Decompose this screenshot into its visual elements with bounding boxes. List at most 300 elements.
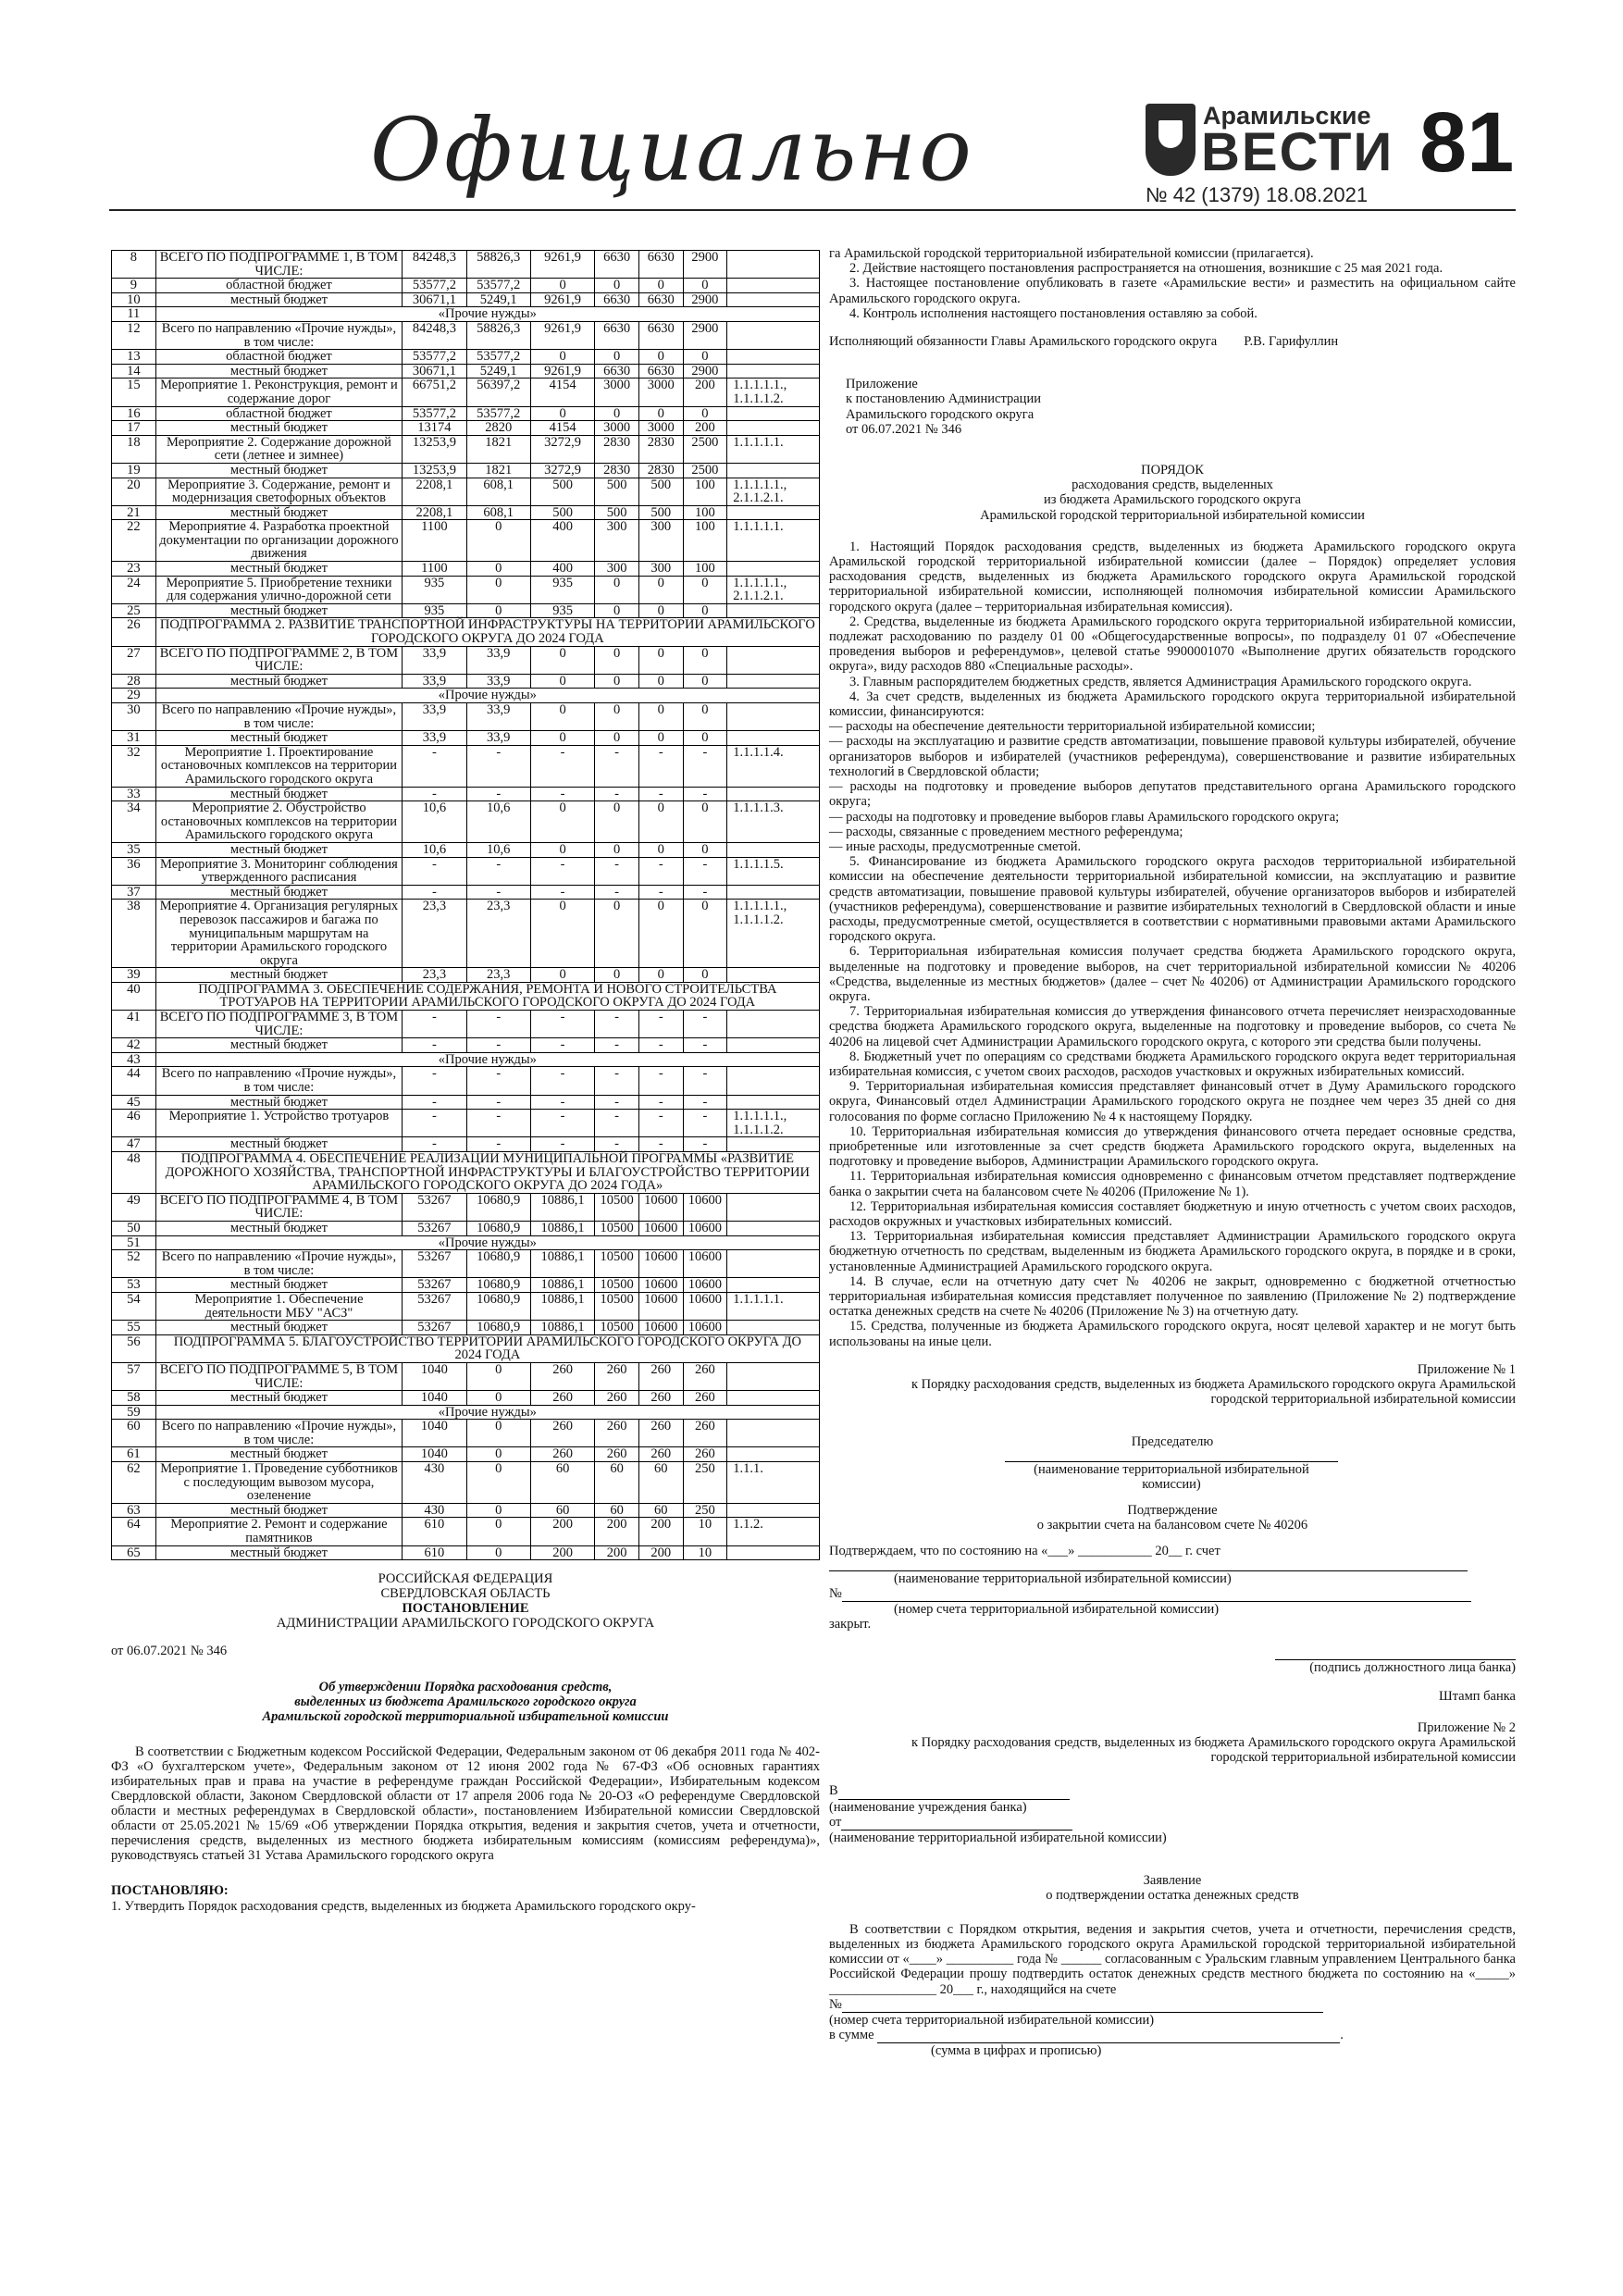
row-number: 47	[112, 1137, 156, 1152]
value-cell: -	[466, 1011, 530, 1038]
value-cell: 0	[530, 968, 594, 983]
order-item-10: 10. Территориальная избирательная комиссия до утверждения финансового отчета передает основные средства, приобретенные или изготовленные за счет средств бюджета Арамильского городского округа, выделенных на подготовку и проведение выборов, Администрации Арамильского городского округа.	[829, 1123, 1516, 1170]
value-cell: -	[595, 1137, 639, 1152]
value-cell: -	[638, 1095, 683, 1110]
table-row	[112, 505, 820, 520]
target-indicator-cell: 1.1.1.	[727, 1462, 820, 1504]
decree-item-1: 1. Утвердить Порядок расходования средств, выделенных из бюджета Арамильского городского окру-	[111, 1899, 696, 1915]
item-name-cell: Мероприятие 1. Проведение субботников с последующим вывозом мусора, озеленение	[155, 1462, 403, 1504]
item-name-cell: местный бюджет	[155, 421, 403, 436]
value-cell: 0	[466, 1391, 530, 1406]
target-indicator-cell	[727, 321, 820, 349]
value-cell: 10600	[683, 1321, 727, 1335]
value-cell: 3000	[638, 421, 683, 436]
value-cell: 0	[466, 562, 530, 577]
decree-title-line: Об утверждении Порядка расходования средств,	[318, 1680, 613, 1695]
value-cell: 10	[683, 1518, 727, 1545]
order-title-line: ПОРЯДОК	[1141, 463, 1204, 478]
annex-2-sum: в сумме .	[829, 2028, 1344, 2043]
value-cell: 23,3	[466, 900, 530, 968]
value-cell: 0	[638, 731, 683, 746]
value-cell: 0	[683, 731, 727, 746]
blank-line	[829, 1559, 1468, 1571]
target-indicator-cell: 1.1.1.1.5.	[727, 857, 820, 885]
row-number: 31	[112, 731, 156, 746]
table-row	[112, 1193, 820, 1221]
value-cell: 10	[683, 1545, 727, 1560]
item-name-cell: местный бюджет	[155, 1137, 403, 1152]
value-cell: 6630	[595, 321, 639, 349]
value-cell: 0	[530, 406, 594, 421]
item-name-cell: местный бюджет	[155, 731, 403, 746]
value-cell: 0	[683, 968, 727, 983]
order-item-5: 5. Финансирование из бюджета Арамильского городского округа расходов территориальной избирательной комиссии на обеспечение деятельности территориальной избирательной комиссии, на эксплуатацию и развитие средств автоматизации, повышение правовой культуры избирателей, обучение организаторов выборов и избирателей (участников референдума), совершенствование и развитие избирательных технологий в Свердловской области и иные расходы, предусмотренные сметой, осуществляется в соответствии с нормативными правовыми актами Арамильского городского округа.	[829, 854, 1516, 945]
table-row	[112, 885, 820, 900]
annex-1-number	[829, 1586, 1516, 1602]
row-number: 22	[112, 520, 156, 562]
item-name-cell: местный бюджет	[155, 1095, 403, 1110]
order-item-2: 2. Средства, выделенные из бюджета Арамильского городского округа территориальной избирательной комиссии, подлежат расходованию по разделу 01 00 «Общегосударственные вопросы», по подразделу 01 07 «Обеспечение проведения выборов и референдумов», целевой статье 9900001070 «Выполнение других обязательств городского округа», виду расходов 880 «Специальные расходы».	[829, 614, 1516, 675]
decree-item-4: 4. Контроль исполнения настоящего постановления оставляю за собой.	[849, 305, 1258, 321]
value-cell: 10,6	[466, 801, 530, 843]
item-name-cell: ВСЕГО ПО ПОДПРОГРАММЕ 2, В ТОМ ЧИСЛЕ:	[155, 646, 403, 674]
row-number: 18	[112, 435, 156, 463]
value-cell: 33,9	[403, 646, 466, 674]
value-cell: 6630	[638, 364, 683, 379]
row-number: 48	[112, 1152, 156, 1194]
row-number: 42	[112, 1038, 156, 1053]
value-cell: 260	[530, 1447, 594, 1462]
value-cell: 0	[530, 842, 594, 857]
value-cell: 0	[466, 1503, 530, 1518]
order-item-7: 7. Территориальная избирательная комиссия до утверждения финансового отчета перечисляет неизрасходованные средства бюджета Арамильского городского округа, выделенные на подготовку и проведение выборов, со счета № 40206 на лицевой счет Администрации Арамильского городского округа, с которого эти средства были получены.	[829, 1004, 1516, 1049]
value-cell: 260	[530, 1420, 594, 1447]
target-indicator-cell: 1.1.1.1.1., 1.1.1.1.2.	[727, 900, 820, 968]
value-cell: 0	[530, 646, 594, 674]
value-cell: 0	[530, 801, 594, 843]
value-cell: -	[595, 1011, 639, 1038]
row-number: 19	[112, 463, 156, 478]
row-number: 33	[112, 787, 156, 801]
value-cell: 430	[403, 1503, 466, 1518]
value-cell: 10,6	[403, 842, 466, 857]
row-number: 20	[112, 478, 156, 505]
table-row	[112, 562, 820, 577]
value-cell: 0	[638, 968, 683, 983]
table-row	[112, 982, 820, 1010]
value-cell: 260	[638, 1420, 683, 1447]
value-cell: 84248,3	[403, 321, 466, 349]
order-item-9: 9. Территориальная избирательная комиссия представляет финансовый отчет в Думу Арамильского городского округа, Финансовый отдел Администрации Арамильского городского округа не позднее чем через 35 дней со дня голосования по форме согласно Приложению № 4 к настоящему Порядку.	[829, 1079, 1516, 1124]
item-name-cell: ВСЕГО ПО ПОДПРОГРАММЕ 1, В ТОМ ЧИСЛЕ:	[155, 251, 403, 279]
value-cell: 53267	[403, 1221, 466, 1235]
table-row	[112, 1391, 820, 1406]
target-indicator-cell	[727, 406, 820, 421]
value-cell: 53577,2	[466, 350, 530, 365]
value-cell: -	[683, 1067, 727, 1095]
value-cell: 0	[530, 279, 594, 293]
value-cell: 0	[595, 842, 639, 857]
decree-signature: Исполняющий обязанности Главы Арамильского городского округа Р.В. Гарифуллин	[829, 334, 1339, 350]
table-row	[112, 364, 820, 379]
annex-1-tik-name: (наименование территориальной избирательной комиссии)	[1005, 1461, 1338, 1492]
value-cell: -	[638, 1137, 683, 1152]
row-number: 50	[112, 1221, 156, 1235]
value-cell: -	[403, 885, 466, 900]
value-cell: 2208,1	[403, 478, 466, 505]
value-cell: 0	[595, 406, 639, 421]
annex-2-title: Приложение № 2	[1417, 1719, 1516, 1735]
value-cell: 33,9	[403, 703, 466, 731]
item-name-cell: местный бюджет	[155, 1391, 403, 1406]
value-cell: 3272,9	[530, 435, 594, 463]
row-number: 26	[112, 618, 156, 646]
annex-1-title: Приложение № 1	[1417, 1361, 1516, 1377]
value-cell: 260	[530, 1362, 594, 1390]
value-cell: 4154	[530, 421, 594, 436]
value-cell: 10600	[683, 1221, 727, 1235]
table-row	[112, 1518, 820, 1545]
right-column	[829, 246, 1516, 2059]
item-name-cell: местный бюджет	[155, 292, 403, 307]
value-cell: 4154	[530, 379, 594, 406]
decree-resolve: ПОСТАНОВЛЯЮ:	[111, 1883, 229, 1899]
value-cell: 0	[638, 603, 683, 618]
value-cell: 250	[683, 1503, 727, 1518]
value-cell: 1821	[466, 463, 530, 478]
value-cell: -	[595, 1067, 639, 1095]
value-cell: -	[466, 885, 530, 900]
value-cell: 23,3	[403, 968, 466, 983]
value-cell: 33,9	[466, 646, 530, 674]
decree-title-line: Арамильской городской территориальной избирательной комиссии	[262, 1709, 669, 1725]
value-cell: -	[683, 1110, 727, 1137]
row-number: 29	[112, 689, 156, 703]
value-cell: 0	[466, 1447, 530, 1462]
annex-2-statement-subtitle: о подтверждении остатка денежных средств	[1046, 1888, 1299, 1904]
table-row	[112, 674, 820, 689]
value-cell: 0	[595, 900, 639, 968]
value-cell: 53267	[403, 1321, 466, 1335]
value-cell: 300	[595, 562, 639, 577]
value-cell: -	[638, 745, 683, 787]
value-cell: -	[530, 745, 594, 787]
value-cell: 935	[403, 603, 466, 618]
value-cell: 0	[595, 279, 639, 293]
item-name-cell: местный бюджет	[155, 1038, 403, 1053]
row-number: 44	[112, 1067, 156, 1095]
table-row	[112, 1405, 820, 1420]
table-row	[112, 1334, 820, 1362]
value-cell: 0	[683, 350, 727, 365]
value-cell: -	[683, 745, 727, 787]
annex-1-bank-signature: (подпись должностного лица банка)	[1309, 1660, 1516, 1676]
appendix-line: от 06.07.2021 № 346	[846, 421, 962, 437]
coat-of-arms-icon	[1146, 104, 1196, 176]
value-cell: 10680,9	[466, 1292, 530, 1320]
table-row	[112, 463, 820, 478]
value-cell: 60	[595, 1462, 639, 1504]
annex-2-statement-title: Заявление	[1143, 1873, 1202, 1889]
value-cell: -	[530, 885, 594, 900]
value-cell: 10886,1	[530, 1250, 594, 1278]
table-row	[112, 279, 820, 293]
value-cell: -	[530, 1095, 594, 1110]
value-cell: 3000	[595, 379, 639, 406]
value-cell: 5249,1	[466, 364, 530, 379]
order-item-4c: — расходы на подготовку и проведение выборов депутатов представительного органа Арамильского городского округа;	[829, 779, 1516, 810]
item-name-cell: Мероприятие 1. Обеспечение деятельности МБУ "АСЗ"	[155, 1292, 403, 1320]
appendix-line: к постановлению Администрации	[846, 391, 1041, 407]
annex-2-bank-name: (наименование учреждения банка)	[829, 1799, 1027, 1815]
item-name-cell: местный бюджет	[155, 505, 403, 520]
value-cell: 100	[683, 478, 727, 505]
item-name-cell: местный бюджет	[155, 562, 403, 577]
value-cell: 53577,2	[466, 279, 530, 293]
value-cell: 13174	[403, 421, 466, 436]
target-indicator-cell: 1.1.1.1.1., 2.1.1.2.1.	[727, 576, 820, 603]
value-cell: 0	[466, 1518, 530, 1545]
value-cell: 935	[403, 576, 466, 603]
value-cell: 6630	[595, 364, 639, 379]
value-cell: -	[530, 1011, 594, 1038]
annex-2-number	[829, 1997, 1516, 2013]
value-cell: 2900	[683, 251, 727, 279]
table-row	[112, 603, 820, 618]
value-cell: 1040	[403, 1420, 466, 1447]
order-item-4: 4. За счет средств, выделенных из бюджета Арамильского городского округа территориальной избирательной комиссии, финансируются:	[829, 689, 1516, 720]
value-cell: 60	[530, 1462, 594, 1504]
value-cell: 10500	[595, 1221, 639, 1235]
table-row	[112, 1278, 820, 1293]
target-indicator-cell	[727, 1038, 820, 1053]
blank-line	[842, 1997, 1323, 2013]
value-cell: -	[683, 1038, 727, 1053]
item-name-cell: Всего по направлению «Прочие нужды», в том числе:	[155, 1250, 403, 1278]
value-cell: 0	[466, 1462, 530, 1504]
annex-1-confirm-line: Подтверждаем, что по состоянию на «___» ___________ 20__ г. счет	[829, 1544, 1220, 1559]
row-number: 39	[112, 968, 156, 983]
row-number: 64	[112, 1518, 156, 1545]
value-cell: 6630	[638, 251, 683, 279]
annex-2-sum-words: (сумма в цифрах и прописью)	[931, 2043, 1102, 2059]
target-indicator-cell	[727, 1362, 820, 1390]
value-cell: 260	[683, 1362, 727, 1390]
appendix-reference	[829, 377, 1516, 437]
value-cell: 0	[466, 1420, 530, 1447]
table-row	[112, 1250, 820, 1278]
value-cell: -	[530, 1137, 594, 1152]
value-cell: 608,1	[466, 478, 530, 505]
table-row	[112, 1038, 820, 1053]
row-number: 43	[112, 1052, 156, 1067]
value-cell: 13253,9	[403, 463, 466, 478]
value-cell: 0	[595, 603, 639, 618]
value-cell: 9261,9	[530, 364, 594, 379]
value-cell: 10600	[638, 1278, 683, 1293]
value-cell: 53577,2	[403, 406, 466, 421]
row-number: 27	[112, 646, 156, 674]
item-name-cell: Мероприятие 2. Содержание дорожной сети (летнее и зимнее)	[155, 435, 403, 463]
newspaper-logo	[1146, 94, 1394, 182]
decree-issuer: АДМИНИСТРАЦИИ АРАМИЛЬСКОГО ГОРОДСКОГО ОКРУГА	[276, 1616, 655, 1632]
table-row	[112, 1503, 820, 1518]
value-cell: 10600	[683, 1250, 727, 1278]
value-cell: -	[595, 745, 639, 787]
target-indicator-cell: 1.1.1.1.1., 1.1.1.1.2.	[727, 1110, 820, 1137]
section-heading-cell: «Прочие нужды»	[155, 307, 819, 322]
value-cell: 200	[638, 1518, 683, 1545]
value-cell: -	[466, 857, 530, 885]
order-item-14: 14. В случае, если на отчетную дату счет № 40206 не закрыт, одновременно с бюджетной отчетностью территориальная избирательная комиссия представляет полученное по заявлению (Приложение № 2) подтверждение остатка денежных средств на счете № 40206 (Приложение № 3) на отчетную дату.	[829, 1273, 1516, 1320]
value-cell: -	[466, 1038, 530, 1053]
value-cell: 200	[638, 1545, 683, 1560]
table-row	[112, 646, 820, 674]
value-cell: 10500	[595, 1292, 639, 1320]
value-cell: 2208,1	[403, 505, 466, 520]
from-label: от	[829, 1814, 842, 1830]
annex-1-confirm-title: Подтверждение	[1127, 1503, 1218, 1519]
value-cell: 0	[638, 900, 683, 968]
target-indicator-cell	[727, 1095, 820, 1110]
sum-label: в сумме	[829, 2028, 874, 2043]
table-row	[112, 350, 820, 365]
budget-table	[111, 250, 820, 1560]
value-cell: 10500	[595, 1321, 639, 1335]
order-item-6: 6. Территориальная избирательная комиссия получает средства бюджета Арамильского городского округа, выделенные на подготовку и проведение выборов, на счет территориальной избирательной комиссии № 40206 «Средства, выделенные из местных бюджетов» (далее – счет № 40206) от Администрации Арамильского городского округа.	[829, 944, 1516, 1004]
value-cell: 0	[683, 801, 727, 843]
value-cell: 0	[638, 842, 683, 857]
value-cell: -	[530, 787, 594, 801]
value-cell: 0	[595, 674, 639, 689]
section-heading-cell: «Прочие нужды»	[155, 1405, 819, 1420]
value-cell: 53267	[403, 1278, 466, 1293]
value-cell: 0	[683, 703, 727, 731]
table-row	[112, 1095, 820, 1110]
item-name-cell: местный бюджет	[155, 603, 403, 618]
item-name-cell: местный бюджет	[155, 1447, 403, 1462]
row-number: 58	[112, 1391, 156, 1406]
value-cell: 100	[683, 505, 727, 520]
target-indicator-cell	[727, 562, 820, 577]
value-cell: 0	[683, 842, 727, 857]
row-number: 40	[112, 982, 156, 1010]
row-number: 9	[112, 279, 156, 293]
item-name-cell: Мероприятие 4. Разработка проектной документации по организации дорожного движения	[155, 520, 403, 562]
value-cell: 500	[638, 505, 683, 520]
item-name-cell: ВСЕГО ПО ПОДПРОГРАММЕ 3, В ТОМ ЧИСЛЕ:	[155, 1011, 403, 1038]
value-cell: 5249,1	[466, 292, 530, 307]
value-cell: 2900	[683, 321, 727, 349]
item-name-cell: Всего по направлению «Прочие нужды», в том числе:	[155, 1420, 403, 1447]
value-cell: -	[530, 1067, 594, 1095]
item-name-cell: Мероприятие 3. Мониторинг соблюдения утвержденного расписания	[155, 857, 403, 885]
target-indicator-cell	[727, 968, 820, 983]
table-row	[112, 703, 820, 731]
annex-1-acc-num: (номер счета территориальной избирательной комиссии)	[894, 1602, 1220, 1618]
value-cell: 100	[683, 520, 727, 562]
value-cell: 250	[683, 1462, 727, 1504]
order-item-11: 11. Территориальная избирательная комиссия одновременно с финансовым отчетом представляет подтверждение банка о закрытии счета на балансовом счете № 40206 (Приложение № 1).	[829, 1169, 1516, 1199]
value-cell: 10600	[638, 1321, 683, 1335]
value-cell: 1100	[403, 520, 466, 562]
value-cell: 3000	[595, 421, 639, 436]
value-cell: -	[595, 885, 639, 900]
row-number: 11	[112, 307, 156, 322]
target-indicator-cell	[727, 703, 820, 731]
row-number: 41	[112, 1011, 156, 1038]
value-cell: 10680,9	[466, 1221, 530, 1235]
issue-info: № 42 (1379) 18.08.2021	[1146, 183, 1369, 206]
table-row	[112, 731, 820, 746]
value-cell: 0	[683, 279, 727, 293]
target-indicator-cell	[727, 463, 820, 478]
order-title	[829, 463, 1516, 523]
table-row	[112, 406, 820, 421]
row-number: 59	[112, 1405, 156, 1420]
value-cell: -	[595, 1038, 639, 1053]
order-item-4a: — расходы на обеспечение деятельности территориальной избирательной комиссии;	[829, 719, 1316, 735]
number-sign: №	[829, 1585, 842, 1601]
value-cell: 10500	[595, 1278, 639, 1293]
value-cell: 300	[638, 520, 683, 562]
table-row	[112, 379, 820, 406]
value-cell: 0	[683, 900, 727, 968]
row-number: 23	[112, 562, 156, 577]
decree-title-line: выделенных из бюджета Арамильского городского округа	[294, 1694, 637, 1710]
value-cell: 10600	[638, 1193, 683, 1221]
annex-1-bank-stamp: Штамп банка	[1439, 1688, 1516, 1704]
item-name-cell: Всего по направлению «Прочие нужды», в том числе:	[155, 703, 403, 731]
value-cell: 0	[683, 576, 727, 603]
annex-2-from	[829, 1815, 1516, 1831]
target-indicator-cell	[727, 505, 820, 520]
table-row	[112, 787, 820, 801]
item-name-cell: Мероприятие 4. Организация регулярных перевозок пассажиров и багажа по муниципальным маршрутам на территории Арамильского городского округа	[155, 900, 403, 968]
row-number: 10	[112, 292, 156, 307]
table-row	[112, 1152, 820, 1194]
row-number: 63	[112, 1503, 156, 1518]
target-indicator-cell: 1.1.1.1.1.	[727, 520, 820, 562]
target-indicator-cell	[727, 1011, 820, 1038]
blank-line	[877, 2028, 1340, 2043]
value-cell: 1100	[403, 562, 466, 577]
value-cell: 0	[638, 646, 683, 674]
value-cell: 10,6	[466, 842, 530, 857]
left-column	[111, 250, 820, 1914]
target-indicator-cell: 1.1.1.1.4.	[727, 745, 820, 787]
row-number: 16	[112, 406, 156, 421]
blank-line	[842, 1586, 1471, 1602]
table-row	[112, 1321, 820, 1335]
value-cell: 2830	[638, 435, 683, 463]
section-heading-cell: ПОДПРОГРАММА 5. БЛАГОУСТРОЙСТВО ТЕРРИТОРИИ АРАМИЛЬСКОГО ГОРОДСКОГО ОКРУГА ДО 2024 ГОДА	[155, 1334, 819, 1362]
annex-1-addressee: Председателю	[1131, 1434, 1214, 1450]
value-cell: 260	[683, 1391, 727, 1406]
target-indicator-cell: 1.1.2.	[727, 1518, 820, 1545]
section-heading-cell: ПОДПРОГРАММА 3. ОБЕСПЕЧЕНИЕ СОДЕРЖАНИЯ, РЕМОНТА И НОВОГО СТРОИТЕЛЬСТВА ТРОТУАРОВ НА ТЕРРИТОРИИ АРАМИЛЬСКОГО ГОРОДСКОГО ОКРУГА ДО 2024 ГОДА	[155, 982, 819, 1010]
row-number: 30	[112, 703, 156, 731]
value-cell: 935	[530, 603, 594, 618]
value-cell: 0	[466, 1545, 530, 1560]
item-name-cell: местный бюджет	[155, 1278, 403, 1293]
target-indicator-cell	[727, 1250, 820, 1278]
table-row	[112, 435, 820, 463]
value-cell: 0	[466, 1362, 530, 1390]
value-cell: 10886,1	[530, 1292, 594, 1320]
item-name-cell: Всего по направлению «Прочие нужды», в том числе:	[155, 1067, 403, 1095]
decree-country: РОССИЙСКАЯ ФЕДЕРАЦИЯ	[378, 1571, 553, 1587]
